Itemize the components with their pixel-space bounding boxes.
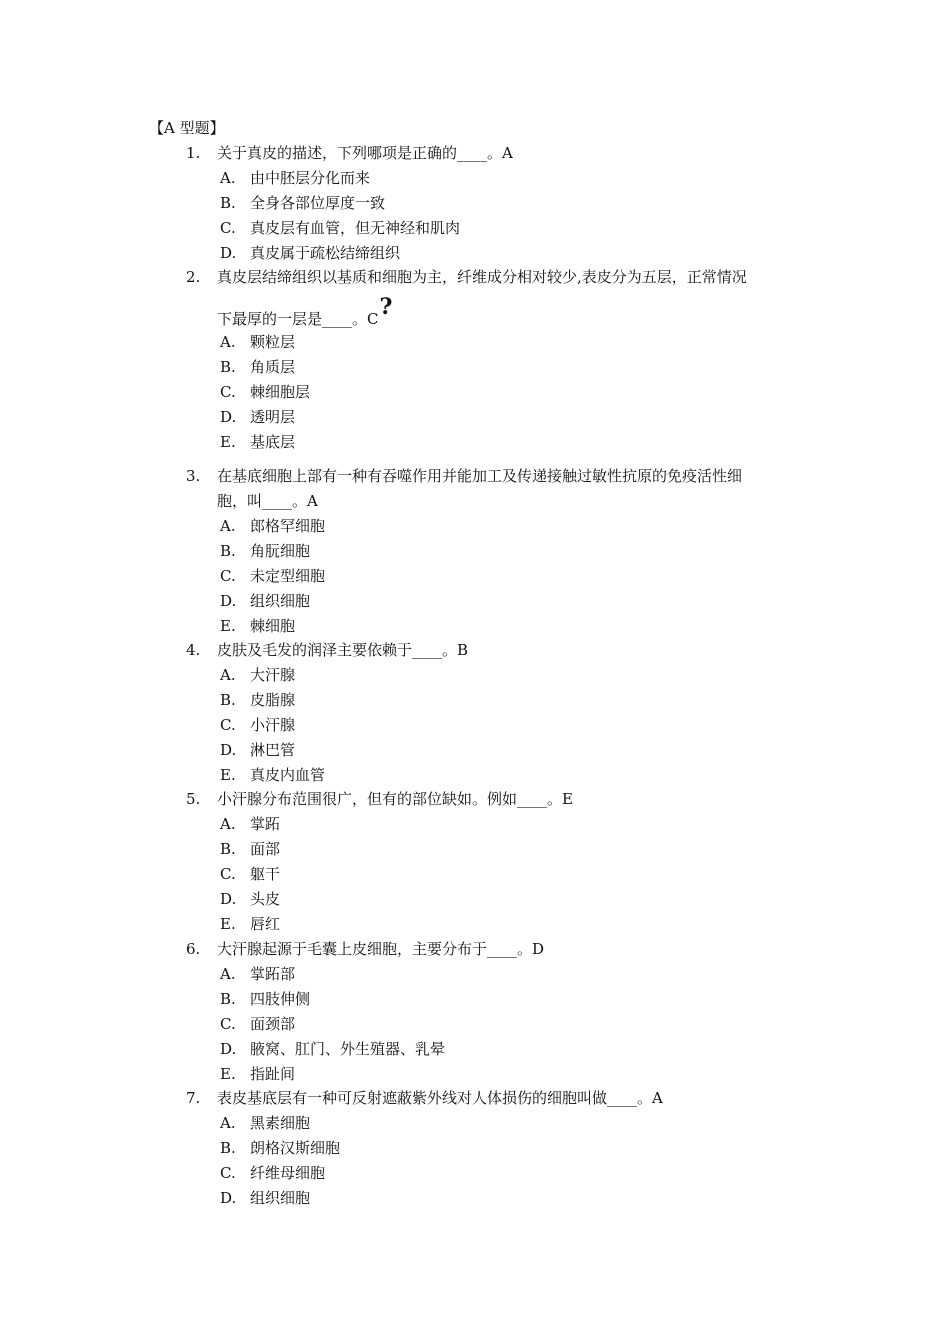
option-letter: C. bbox=[220, 1015, 236, 1033]
question-stem bbox=[217, 939, 812, 959]
question-stem-line: 小汗腺分布范围很广，但有的部位缺如。例如____。E bbox=[217, 790, 573, 808]
answer-option bbox=[220, 1188, 310, 1208]
answer-option bbox=[220, 1064, 295, 1084]
question-stem-line: 真皮层结缔组织以基质和细胞为主，纤维成分相对较少,表皮分为五层，正常情况 bbox=[217, 268, 747, 286]
answer-option bbox=[220, 243, 400, 263]
answer-option bbox=[220, 432, 295, 452]
option-text: 棘细胞 bbox=[250, 617, 296, 635]
answer-option bbox=[220, 665, 295, 685]
option-letter: E. bbox=[220, 1065, 236, 1083]
option-text: 真皮属于疏松结缔组织 bbox=[250, 244, 401, 262]
question-stem-line: 大汗腺起源于毛囊上皮细胞，主要分布于____。D bbox=[217, 940, 545, 958]
option-text: 四肢伸侧 bbox=[250, 990, 311, 1008]
answer-option bbox=[220, 407, 295, 427]
option-text: 面部 bbox=[250, 840, 281, 858]
question-stem bbox=[217, 267, 812, 329]
option-letter: B. bbox=[220, 542, 236, 560]
option-letter: D. bbox=[220, 741, 237, 759]
answer-option bbox=[220, 332, 295, 352]
option-text: 唇红 bbox=[250, 915, 281, 933]
option-text: 全身各部位厚度一致 bbox=[250, 194, 386, 212]
option-letter: E. bbox=[220, 617, 236, 635]
option-text: 棘细胞层 bbox=[250, 383, 311, 401]
option-letter: C. bbox=[220, 383, 236, 401]
question-number: 7. bbox=[186, 1089, 201, 1107]
option-letter: E. bbox=[220, 433, 236, 451]
answer-option bbox=[220, 541, 310, 561]
option-text: 由中胚层分化而来 bbox=[250, 169, 371, 187]
option-text: 掌跖部 bbox=[250, 965, 296, 983]
answer-option bbox=[220, 864, 280, 884]
option-letter: B. bbox=[220, 990, 236, 1008]
option-letter: A. bbox=[220, 815, 236, 833]
option-letter: E. bbox=[220, 766, 236, 784]
option-letter: D. bbox=[220, 592, 237, 610]
answer-option bbox=[220, 566, 325, 586]
question-stem bbox=[217, 640, 812, 660]
question-number: 5. bbox=[186, 790, 201, 808]
question-stem bbox=[217, 466, 812, 511]
answer-option bbox=[220, 1113, 310, 1133]
option-text: 颗粒层 bbox=[250, 333, 296, 351]
option-letter: C. bbox=[220, 567, 236, 585]
answer-option bbox=[220, 814, 280, 834]
question-stem bbox=[217, 1088, 812, 1108]
option-text: 大汗腺 bbox=[250, 666, 296, 684]
answer-option bbox=[220, 1138, 340, 1158]
answer-option bbox=[220, 690, 295, 710]
answer-option bbox=[220, 1163, 325, 1183]
option-text: 基底层 bbox=[250, 433, 296, 451]
option-letter: D. bbox=[220, 408, 237, 426]
answer-option bbox=[220, 591, 310, 611]
option-text: 未定型细胞 bbox=[250, 567, 326, 585]
option-text: 郎格罕细胞 bbox=[250, 517, 326, 535]
answer-option bbox=[220, 1039, 445, 1059]
option-text: 纤维母细胞 bbox=[250, 1164, 326, 1182]
option-text: 头皮 bbox=[250, 890, 281, 908]
option-letter: B. bbox=[220, 691, 236, 709]
option-letter: A. bbox=[220, 169, 236, 187]
answer-option bbox=[220, 839, 280, 859]
section-title: 【A 型题】 bbox=[149, 119, 225, 137]
option-text: 面颈部 bbox=[250, 1015, 296, 1033]
option-letter: D. bbox=[220, 890, 237, 908]
option-letter: E. bbox=[220, 915, 236, 933]
option-text: 透明层 bbox=[250, 408, 296, 426]
option-text: 腋窝、肛门、外生殖器、乳晕 bbox=[250, 1040, 446, 1058]
question-stem bbox=[217, 143, 812, 163]
option-text: 躯干 bbox=[250, 865, 281, 883]
question-number: 2. bbox=[186, 268, 201, 286]
option-letter: A. bbox=[220, 1114, 236, 1132]
option-letter: B. bbox=[220, 194, 236, 212]
option-letter: A. bbox=[220, 333, 236, 351]
answer-option bbox=[220, 889, 280, 909]
question-stem-line: 皮肤及毛发的润泽主要依赖于____。B bbox=[217, 641, 469, 659]
answer-option bbox=[220, 218, 460, 238]
question-stem bbox=[217, 789, 812, 809]
option-letter: D. bbox=[220, 244, 237, 262]
option-text: 真皮内血管 bbox=[250, 766, 326, 784]
option-letter: A. bbox=[220, 965, 236, 983]
answer-option bbox=[220, 382, 310, 402]
question-stem-line: 表皮基底层有一种可反射遮蔽紫外线对人体损伤的细胞叫做____。A bbox=[217, 1089, 663, 1107]
question-stem-text: 下最厚的一层是____。C bbox=[217, 310, 379, 328]
answer-option bbox=[220, 168, 370, 188]
option-text: 组织细胞 bbox=[250, 592, 311, 610]
option-text: 黑素细胞 bbox=[250, 1114, 311, 1132]
answer-option bbox=[220, 914, 280, 934]
option-letter: C. bbox=[220, 1164, 236, 1182]
option-text: 淋巴管 bbox=[250, 741, 296, 759]
question-mark-annotation: ? bbox=[379, 294, 393, 320]
question-stem-line: 关于真皮的描述，下列哪项是正确的____。A bbox=[217, 144, 513, 162]
answer-option bbox=[220, 989, 310, 1009]
answer-option bbox=[220, 740, 295, 760]
option-text: 角朊细胞 bbox=[250, 542, 311, 560]
question-number: 4. bbox=[186, 641, 201, 659]
question-number: 3. bbox=[186, 467, 201, 485]
option-text: 角质层 bbox=[250, 358, 296, 376]
option-letter: A. bbox=[220, 666, 236, 684]
option-letter: A. bbox=[220, 517, 236, 535]
answer-option bbox=[220, 964, 295, 984]
option-text: 皮脂腺 bbox=[250, 691, 296, 709]
answer-option bbox=[220, 516, 325, 536]
option-text: 真皮层有血管，但无神经和肌肉 bbox=[250, 219, 461, 237]
answer-option bbox=[220, 715, 295, 735]
option-text: 掌跖 bbox=[250, 815, 281, 833]
option-letter: D. bbox=[220, 1040, 237, 1058]
option-letter: B. bbox=[220, 1139, 236, 1157]
option-text: 指趾间 bbox=[250, 1065, 296, 1083]
option-letter: B. bbox=[220, 358, 236, 376]
question-stem-line bbox=[217, 294, 812, 329]
answer-option bbox=[220, 765, 325, 785]
option-letter: C. bbox=[220, 716, 236, 734]
answer-option bbox=[220, 193, 385, 213]
answer-option bbox=[220, 357, 295, 377]
option-letter: C. bbox=[220, 219, 236, 237]
question-stem-line: 在基底细胞上部有一种有吞噬作用并能加工及传递接触过敏性抗原的免疫活性细 bbox=[217, 467, 743, 485]
option-letter: B. bbox=[220, 840, 236, 858]
question-number: 6. bbox=[186, 940, 201, 958]
question-stem-text: 胞，叫____。A bbox=[217, 492, 318, 510]
option-text: 朗格汉斯细胞 bbox=[250, 1139, 341, 1157]
option-letter: D. bbox=[220, 1189, 237, 1207]
answer-option bbox=[220, 1014, 295, 1034]
question-number: 1. bbox=[186, 144, 201, 162]
option-letter: C. bbox=[220, 865, 236, 883]
option-text: 组织细胞 bbox=[250, 1189, 311, 1207]
question-stem-line bbox=[217, 491, 812, 511]
answer-option bbox=[220, 616, 295, 636]
option-text: 小汗腺 bbox=[250, 716, 296, 734]
